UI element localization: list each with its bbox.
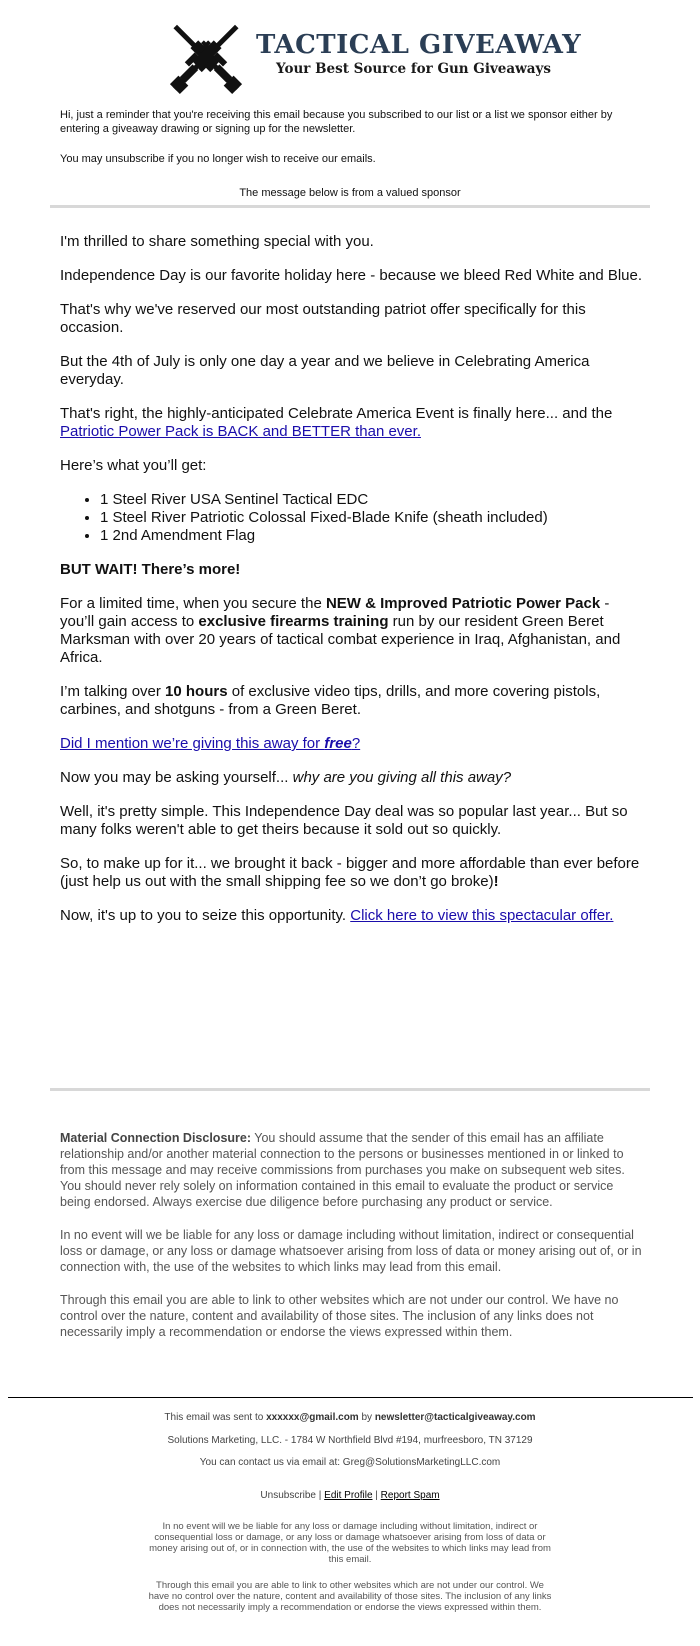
italic-text: why are you giving all this away? [292, 769, 512, 786]
link-separator: | [372, 1490, 381, 1501]
paragraph [60, 405, 645, 441]
crossed-rifles-icon [158, 13, 254, 103]
paragraph-text: run by our resident Green Beret Marksman with over 20 years of tactical combat experience in Iraq, Afghanistan, and Africa. [60, 613, 621, 666]
paragraph [60, 769, 645, 787]
divider [50, 205, 650, 208]
sponsor-message [60, 233, 645, 941]
recipient-email: xxxxxx@gmail.com [266, 1412, 359, 1423]
edit-profile-link[interactable]: Edit Profile [324, 1490, 373, 1501]
sent-to-line [0, 1412, 700, 1424]
free-offer-link[interactable] [60, 735, 360, 752]
paragraph [60, 595, 645, 667]
contact-line: You can contact us via email at: Greg@SolutionsMarketingLLC.com [199, 1457, 501, 1468]
notice-reminder: Hi, just a reminder that you're receiving this email because you subscribed to our list or a list we sponsor either by entering a giveaway drawing or signing up for the newsletter. [60, 109, 613, 135]
disclosure-paragraph: Through this email you are able to link to other websites which are not under our control. We have no control over the nature, content and availability of those sites. The inclusion of any links does not necessarily imply a recommendation or endorse the views expressed within them. [60, 1293, 619, 1339]
list-item: • 1 Steel River Patriotic Colossal Fixed-Blade Knife (sheath included) [100, 509, 645, 527]
paragraph: But the 4th of July is only one day a year and we believe in Celebrating America everyday. [60, 353, 590, 388]
sender-email: newsletter@tacticalgiveaway.com [374, 1412, 536, 1423]
footer-legal [145, 1580, 555, 1613]
paragraph: That's why we've reserved our most outstanding patriot offer specifically for this occasion. [60, 301, 586, 336]
bold-text: exclusive firearms training [198, 613, 389, 630]
bold-text: NEW & Improved Patriotic Power Pack [325, 595, 601, 612]
paragraph [60, 907, 645, 925]
footer-legal [145, 1521, 555, 1565]
paragraph-text: That's right, the highly-anticipated Celebrate America Event is finally here... and the [60, 405, 613, 422]
notice-unsubscribe-info: You may unsubscribe if you no longer wish to receive our emails. [60, 153, 376, 165]
bold-text: ! [493, 873, 499, 890]
brand-title: TACTICAL GIVEAWAY [256, 30, 582, 60]
link-text: Did I mention we’re giving this away for [60, 735, 325, 752]
link-text-emphasis: free [324, 735, 352, 752]
but-wait-text: BUT WAIT! There’s more! [60, 561, 241, 578]
power-pack-link[interactable]: Patriotic Power Pack is BACK and BETTER than ever. [60, 423, 421, 440]
footer-links [0, 1490, 700, 1502]
email-header [0, 8, 700, 103]
paragraph-text: So, to make up for it... we brought it back - bigger and more affordable than ever before (just help us out with the small shipping fee so we don’t go broke) [60, 855, 640, 890]
paragraph [60, 735, 645, 753]
paragraph [60, 855, 645, 891]
paragraph: Here’s what you’ll get: [60, 457, 207, 474]
unsubscribe-link[interactable]: Unsubscribe [260, 1490, 316, 1501]
paragraph: I'm thrilled to share something special with you. [60, 233, 374, 250]
paragraph [60, 683, 645, 719]
link-separator: | [316, 1490, 325, 1501]
sponsor-notice: The message below is from a valued sponsor [239, 187, 461, 199]
legal-paragraph: Through this email you are able to link to other websites which are not under our control. We have no control over the nature, content and availability of those sites. The inclusion of any links does not necessarily imply a recommendation or endorse the views expressed within them. [148, 1580, 552, 1613]
list-item: • 1 Steel River USA Sentinel Tactical EDC [100, 491, 645, 509]
paragraph-text: of exclusive video tips, drills, and more covering pistols, carbines, and shotguns - from a Green Beret. [60, 683, 601, 718]
disclosure-paragraph [60, 1130, 645, 1210]
brand-subtitle: Your Best Source for Gun Giveaways [276, 61, 551, 77]
paragraph: Well, it's pretty simple. This Independence Day deal was so popular last year... But so many folks weren't able to get theirs because it sold out so quickly. [60, 803, 628, 838]
view-offer-link[interactable]: Click here to view this spectacular offer. [350, 907, 614, 924]
paragraph-text: For a limited time, when you secure the [60, 595, 326, 612]
company-address: Solutions Marketing, LLC. - 1784 W Northfield Blvd #194, murfreesboro, TN 37129 [167, 1435, 533, 1446]
included-items-list [60, 491, 645, 545]
bold-text: 10 hours [165, 683, 228, 700]
paragraph-text: I’m talking over [60, 683, 166, 700]
disclosure-paragraph: In no event will we be liable for any loss or damage including without limitation, indirect or consequential loss or damage, or any loss or damage whatsoever arising from loss of data or money arising out of, or in connection with, the use of the websites to which links may lead from this email. [60, 1228, 642, 1274]
list-item: • 1 2nd Amendment Flag [100, 527, 645, 545]
link-text: ? [351, 735, 361, 752]
paragraph-text: Now you may be asking yourself... [60, 769, 293, 786]
footer-text: by [358, 1412, 375, 1423]
subscription-notice [60, 108, 650, 166]
report-spam-link[interactable]: Report Spam [380, 1490, 440, 1501]
disclosure-text: You should assume that the sender of this email has an affiliate relationship and/or another material connection to the persons or businesses mentioned in or linked to from this message and may receive commissions from purchases you make on subsequent web sites. You should never rely solely on information contained in this email to evaluate the product or service being endorsed. Always exercise due diligence before purchasing any product or service. [60, 1131, 625, 1209]
legal-paragraph: In no event will we be liable for any loss or damage including without limitation, indirect or consequential loss or damage, or any loss or damage whatsoever arising from loss of data or money arising out of, or in connection with, the use of the websites to which links may lead from this email. [149, 1521, 551, 1565]
material-disclosure [60, 1130, 645, 1357]
footer-text: This email was sent to [164, 1412, 267, 1423]
disclosure-title: Material Connection Disclosure: [60, 1131, 252, 1145]
paragraph: Independence Day is our favorite holiday here - because we bleed Red White and Blue. [60, 267, 643, 284]
paragraph-text: - you’ll gain access to [60, 595, 610, 630]
but-wait-heading [60, 561, 645, 579]
paragraph-text: Now, it's up to you to seize this opportunity. [60, 907, 351, 924]
divider [50, 1088, 650, 1091]
footer-divider [8, 1397, 693, 1398]
